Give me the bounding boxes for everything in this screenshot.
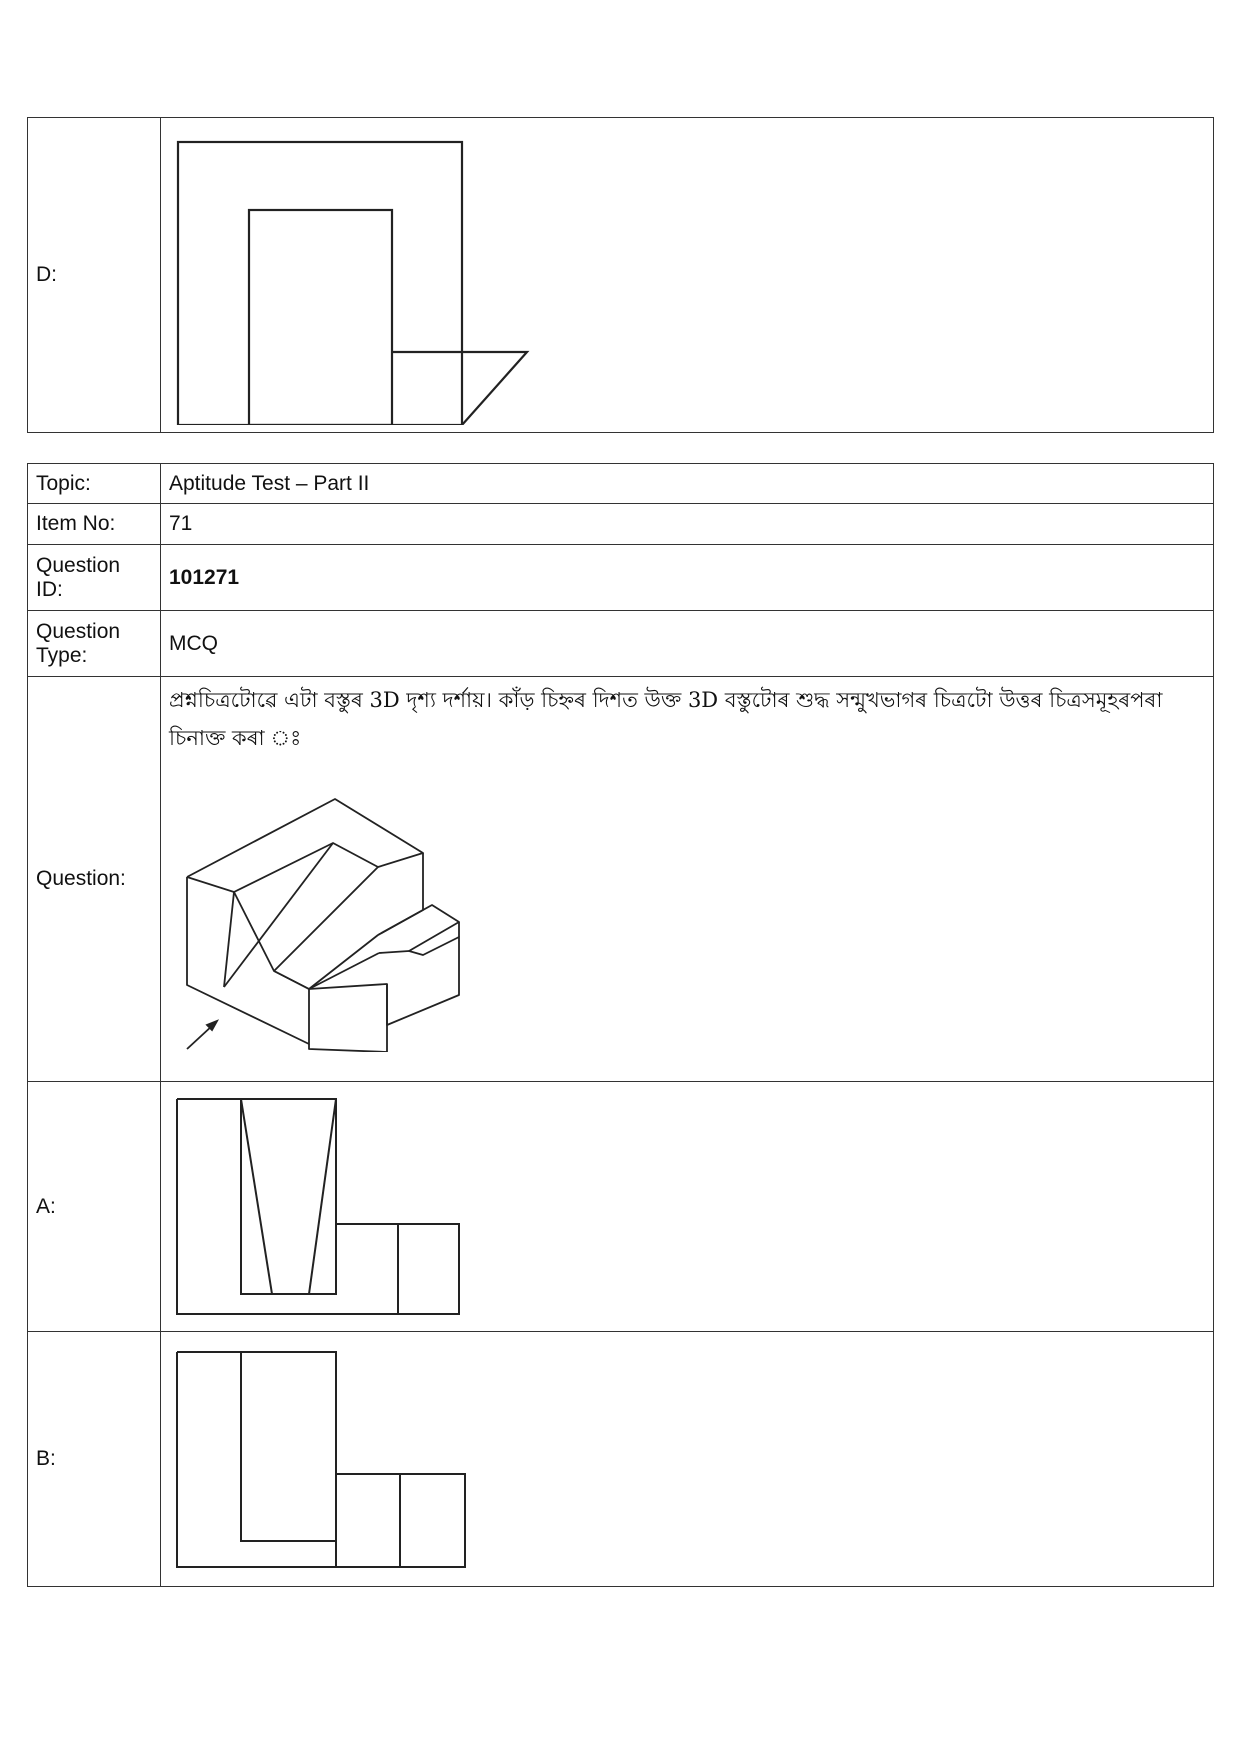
option-a-label: A: <box>28 1082 161 1332</box>
option-d-label: D: <box>28 118 161 433</box>
option-b-row <box>28 1332 1214 1587</box>
item-label: Item No: <box>28 504 161 545</box>
option-a-figure <box>169 1094 469 1319</box>
option-b-figure <box>169 1344 469 1574</box>
option-d-table <box>27 117 1214 433</box>
qid-row <box>28 545 1214 611</box>
question-3d-figure <box>169 757 499 1052</box>
topic-row <box>28 464 1214 504</box>
qid-value: 101271 <box>161 545 1214 611</box>
qtype-label: Question Type: <box>28 611 161 677</box>
question-row <box>28 677 1214 1082</box>
topic-value: Aptitude Test – Part II <box>161 464 1214 504</box>
qtype-value: MCQ <box>161 611 1214 677</box>
option-a-row <box>28 1082 1214 1332</box>
option-b-figure-cell <box>161 1332 1214 1587</box>
item-row <box>28 504 1214 545</box>
qid-label: Question ID: <box>28 545 161 611</box>
topic-label: Topic: <box>28 464 161 504</box>
option-b-label: B: <box>28 1332 161 1587</box>
item-value: 71 <box>161 504 1214 545</box>
option-d-figure-cell <box>161 118 1214 433</box>
question-cell <box>161 677 1214 1082</box>
question-table <box>27 463 1214 1587</box>
option-a-figure-cell <box>161 1082 1214 1332</box>
question-text: প্ৰশ্নচিত্ৰটোৱে এটা বস্তুৰ 3D দৃশ্য দৰ্শায়। কাঁড় চিহ্নৰ দিশত উক্ত 3D বস্তুটোৰ শুদ্ধ সন্মুখভাগৰ চিত্ৰটো উত্তৰ চিত্ৰসমূহৰপৰা চিনাক্ত কৰা ঃ <box>169 688 1163 750</box>
question-label: Question: <box>28 677 161 1082</box>
qtype-row <box>28 611 1214 677</box>
option-d-figure <box>169 125 569 425</box>
